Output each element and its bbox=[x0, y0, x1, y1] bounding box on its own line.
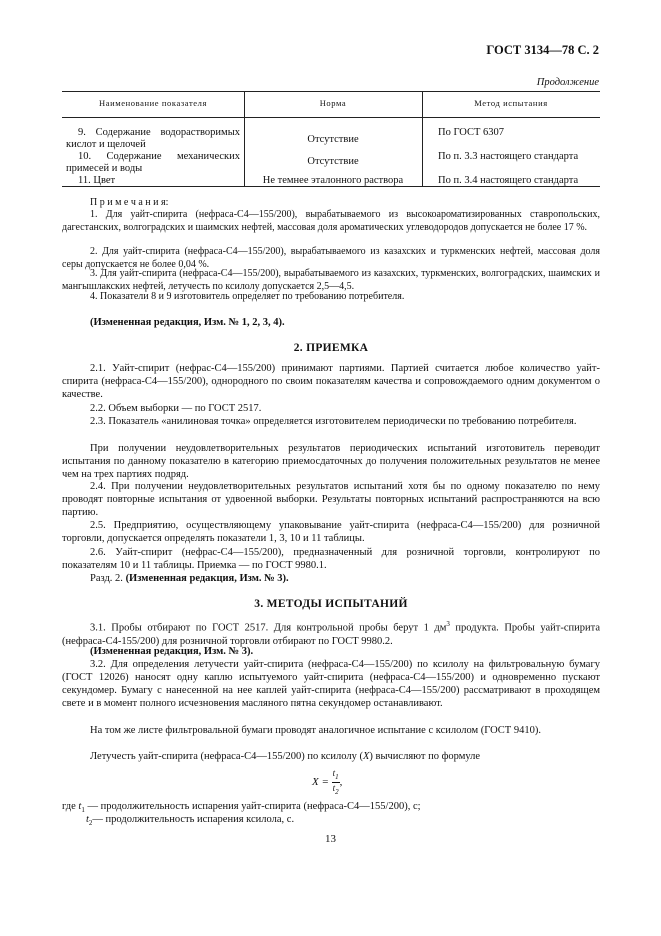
paragraph: 2.5. Предприятию, осуществляющему упаковывание уайт-спирита (нефраса-С4—155/200) для розничной торговли, допускается определять показатели 1, 3, 10 и 11 таблицы. bbox=[62, 520, 600, 544]
standard-header: ГОСТ 3134—78 С. 2 bbox=[486, 43, 599, 57]
notes-title: П р и м е ч а н и я: bbox=[90, 197, 169, 208]
formula-where-1: где $t_1$ — продолжительность испарения уайт-спирита (нефраса-С4—155/200), с; bbox=[62, 801, 421, 815]
section-title: 2. ПРИЕМКА bbox=[293, 342, 369, 354]
formula-fraction bbox=[332, 768, 340, 797]
paragraph: 2.1. Уайт-спирит (нефрас-С4—155/200) принимают партиями. Партией считается любое количество уайт-спирита (нефраса-С4—155/200), однородного по своим показателям качества и сопровождаемого одним документом о качестве. bbox=[62, 363, 600, 400]
table-top-rule bbox=[62, 91, 600, 92]
paragraph bbox=[62, 618, 600, 648]
paragraph: При получении неудовлетворительных результатов периодических испытаний изготовитель переводит испытания по данному показателю в категорию приемосдаточных до получения положительных результатов не менее чем на трех партиях подряд. bbox=[62, 443, 600, 480]
variable-x: X bbox=[362, 751, 370, 762]
row-name-continuation: кислот и щелочей bbox=[66, 139, 146, 150]
paragraph bbox=[62, 750, 600, 763]
formula-comma: , bbox=[339, 775, 343, 788]
row-norm: Отсутствие bbox=[307, 156, 359, 167]
note-item: 3. Для уайт-спирита (нефраса-С4—155/200), вырабатываемого из казахских, туркменских, волгоградских, шаимских и мангышлакских нефтей, летучесть по ксилолу допускается 2,5—4,5. bbox=[62, 268, 600, 292]
p3-2c-text-end: ) вычисляют по формуле bbox=[369, 751, 481, 762]
row-method: По п. 3.4 настоящего стандарта bbox=[438, 175, 579, 186]
note-item: 1. Для уайт-спирита (нефраса-С4—155/200), вырабатываемого из высокоароматизированных ставропольских, дагестанских, волгоградских и шаимских нефтей, массовая доля ароматических углеводородов допускается не более 17 %. bbox=[62, 209, 600, 233]
p3-2c-text: Летучесть уайт-спирита (нефраса-С4—155/200) по ксилолу ( bbox=[90, 751, 363, 762]
formula-numerator: $t_1$ bbox=[332, 768, 339, 781]
paragraph: 2.4. При получении неудовлетворительных результатов испытаний хотя бы по одному показателю по нему проводят повторные испытания от удвоенной выборки. Результаты повторных испытаний распространяются на всю партию. bbox=[62, 481, 600, 518]
column-header: Метод испытания bbox=[474, 98, 548, 108]
paragraph: 2.3. Показатель «анилиновая точка» определяется изготовителем периодически по требованию потребителя. bbox=[90, 416, 577, 427]
paragraph: 2.6. Уайт-спирит (нефрас-С4—155/200), предназначенный для розничной торговли, контролируют по показателям 10 и 11 таблицы. Приемка — по ГОСТ 9980.1. bbox=[62, 547, 600, 571]
row-method: По п. 3.3 настоящего стандарта bbox=[438, 151, 579, 162]
section-revision-line bbox=[62, 572, 600, 585]
formula-denominator: $t_2$ bbox=[332, 782, 339, 796]
notes-revision: (Измененная редакция, Изм. № 1, 2, 3, 4). bbox=[90, 317, 285, 328]
formula-where-2: $t_2—$ продолжительность испарения ксилола, с. bbox=[86, 814, 295, 828]
p3-1-text: 3.1. Пробы отбирают по ГОСТ 2517. Для контрольной пробы берут 1 дм bbox=[90, 622, 447, 634]
row-name: 10. Содержание механических bbox=[78, 151, 240, 162]
row-method: По ГОСТ 6307 bbox=[438, 127, 505, 138]
section-revision: (Измененная редакция, Изм. № 3). bbox=[90, 646, 254, 657]
note-item: 2. Для уайт-спирита (нефраса-С4—155/200), вырабатываемого из казахских и туркменских нефтей, массовая доля серы допускается не более 0,04 %. bbox=[62, 246, 600, 270]
razd-prefix: Разд. 2. bbox=[90, 573, 123, 584]
row-norm: Не темнее эталонного раствора bbox=[262, 175, 404, 186]
page-number: 13 bbox=[325, 833, 336, 845]
superscript: 3 bbox=[446, 620, 450, 628]
section-title: 3. МЕТОДЫ ИСПЫТАНИЙ bbox=[254, 598, 408, 610]
paragraph: На том же листе фильтровальной бумаги проводят аналогичное испытание с ксилолом (ГОСТ 9410). bbox=[90, 725, 541, 736]
paragraph: 2.2. Объем выборки — по ГОСТ 2517. bbox=[90, 403, 262, 414]
formula-lhs: X = bbox=[312, 775, 329, 788]
table-header-rule bbox=[62, 117, 600, 118]
formula bbox=[312, 768, 342, 797]
row-name: 11. Цвет bbox=[78, 175, 116, 186]
column-header: Наименование показателя bbox=[98, 98, 207, 108]
note-item: 4. Показатели 8 и 9 изготовитель определяет по требованию потребителя. bbox=[90, 291, 405, 302]
column-header: Норма bbox=[319, 98, 347, 108]
paragraph: 3.2. Для определения летучести уайт-спирита (нефраса-С4—155/200) по ксилолу на фильтровальную бумагу (ГОСТ 12026) наносят одну каплю испытуемого уайт-спирита (нефраса-С4—155/200) и одновременно пускают секундомер. Бумагу с нанесенной на нее каплей уайт-спирита (нефраса-С4—155/200) рассматривают в проходящем свете и в момент полного исчезновения масляного пятна секундомер останавливают. bbox=[62, 659, 600, 709]
continuation-label: Продолжение bbox=[536, 77, 599, 88]
row-norm: Отсутствие bbox=[307, 134, 359, 145]
p3-1-text-end: продукта. Пробы уайт-спирита (нефраса-С4-155/200) для розничной торговли отбирают по ГОСТ 9980.2. bbox=[62, 622, 600, 647]
row-name: 9. Содержание водорастворимых bbox=[78, 127, 240, 138]
razd-revision: (Измененная редакция, Изм. № 3). bbox=[125, 573, 289, 584]
row-name-continuation: примесей и воды bbox=[66, 163, 143, 174]
